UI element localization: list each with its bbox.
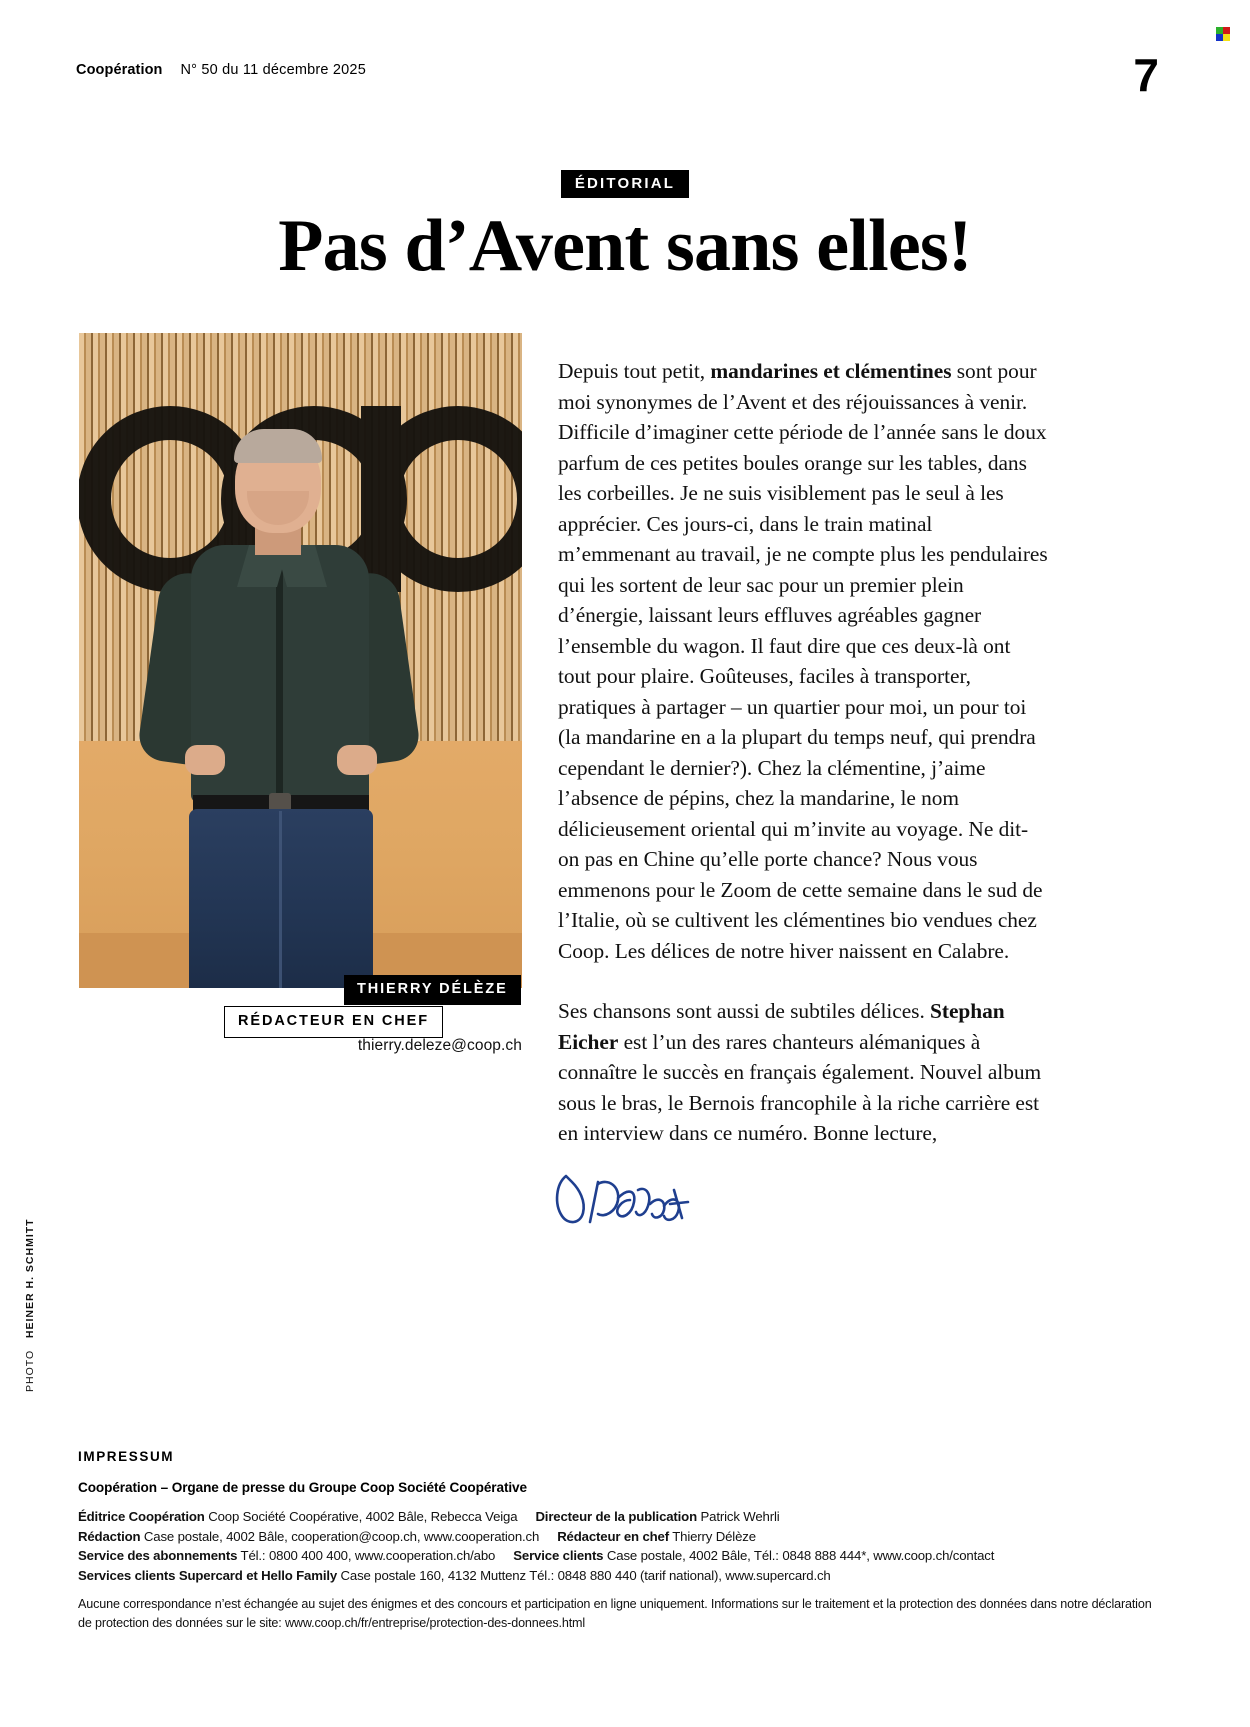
impressum-field-value: Case postale 160, 4132 Muttenz Tél.: 0848 880 440 (tarif national), www.supercard.ch <box>337 1567 831 1583</box>
paragraph-2-rest: est l’un des rares chanteurs alémaniques à connaître le succès en français également. Nouvel album sous le bras, le Bernois francophile à la riche carrière est en interview dans ce numéro. Bonne lecture, <box>558 1029 1042 1145</box>
issue-reference: N° 50 du 11 décembre 2025 <box>180 62 366 78</box>
photo-credit-label: PHOTO <box>24 1349 36 1392</box>
article-paragraph-1 <box>558 356 1048 966</box>
photo-credit <box>24 1218 36 1392</box>
impressum-field-label: Rédaction <box>78 1528 141 1544</box>
paragraph-1-lead: Depuis tout petit, <box>558 359 711 383</box>
impressum-field-label: Service des abonnements <box>78 1548 238 1563</box>
section-kicker: ÉDITORIAL <box>561 170 689 198</box>
impressum-field-label: Services clients Supercard et Hello Family <box>78 1567 338 1583</box>
impressum-line <box>78 1527 1168 1547</box>
page-header <box>76 62 366 78</box>
impressum-field-value: Thierry Délèze <box>668 1528 756 1544</box>
impressum-note: Aucune correspondance n’est échangée au sujet des énigmes et des concours et participation en ligne uniquement. Informations sur le traitement et la protection des données dans notre déclaration de protection des données sur le site: www.coop.ch/fr/entreprise/protection-des-donnees.html <box>78 1597 1152 1630</box>
impressum-field-label: Service clients <box>513 1548 604 1563</box>
impressum-line <box>78 1566 1168 1586</box>
impressum-block <box>78 1449 1168 1633</box>
reg-swatch-green <box>1216 27 1223 34</box>
kicker-container <box>0 170 1250 198</box>
impressum-lines <box>78 1507 1168 1585</box>
page-number: 7 <box>1133 49 1158 101</box>
jeans-seam <box>279 811 282 988</box>
impressum-lead: Coopération – Organe de presse du Groupe Coop Société Coopérative <box>78 1480 527 1495</box>
article-paragraph-2 <box>558 996 1048 1149</box>
impressum-line <box>78 1507 1168 1527</box>
impressum-field-value: Patrick Wehrli <box>697 1509 780 1524</box>
impressum-field-value: Case postale, 4002 Bâle, cooperation@coop.ch, www.cooperation.ch <box>140 1528 540 1544</box>
caption-email[interactable]: thierry.deleze@coop.ch <box>357 1037 522 1054</box>
impressum-field-value: Tél.: 0800 400 400, www.cooperation.ch/abo <box>237 1548 496 1563</box>
photo-credit-name: HEINER H. SCHMITT <box>24 1218 36 1339</box>
hair <box>234 429 322 463</box>
editor-portrait <box>79 333 522 988</box>
portrait-image <box>79 333 522 988</box>
paragraph-2-bold: Stephan Eicher <box>558 999 1005 1054</box>
page-title: Pas d’Avent sans elles! <box>278 205 972 287</box>
paragraph-2-lead: Ses chansons sont aussi de subtiles délices. <box>558 999 931 1023</box>
handwritten-signature <box>552 1160 742 1250</box>
impressum-title: IMPRESSUM <box>78 1449 175 1464</box>
impressum-field-label: Éditrice Coopération <box>78 1509 205 1524</box>
impressum-field-label: Rédacteur en chef <box>557 1528 669 1544</box>
paragraph-1-rest: sont pour moi synonymes de l’Avent et des réjouissances à venir. Difficile d’imaginer cette période de l’année sans le doux parfum de ces petites boules orange sur les tables, dans les corbeilles. Je ne suis visiblement pas le seul à les apprécier. Ces jours-ci, dans le train matinal m’emmenant au travail, je ne compte plus les pendulaires qui les sortent de leur sac pour un premier plein d’énergie, laissant leurs effluves agréables gagner l’ensemble du wagon. Il faut dire que ces deux-là ont tout pour plaire. Goûteuses, faciles à transporter, pratiques à partager – un quartier pour moi, un pour toi (la mandarine en a la plupart du temps neuf, qui prendra cependant le dernier?). Chez la clémentine, j’aime l’absence de pépins, chez la mandarine, le nom délicieusement oriental qui m’invite au voyage. Ne dit-on pas en Chine qu’elle porte chance? Nous vous emmenons pour le Zoom de cette semaine dans le sud de l’Italie, où se cultivent les clémentines bio vendues chez Coop. Les délices de notre hiver naissent en Calabre. <box>558 359 1048 963</box>
masthead-title: Coopération <box>76 62 163 78</box>
reg-swatch-blue <box>1216 34 1223 41</box>
caption-name-badge: THIERRY DÉLÈZE <box>344 975 521 1005</box>
reg-swatch-red <box>1223 27 1230 34</box>
registration-color-mark-icon <box>1216 27 1230 41</box>
person-figure <box>131 433 431 988</box>
left-hand <box>185 745 225 775</box>
reg-swatch-yellow <box>1223 34 1230 41</box>
impressum-field-value: Case postale, 4002 Bâle, Tél.: 0848 888 444*, www.coop.ch/contact <box>603 1548 995 1563</box>
right-hand <box>337 745 377 775</box>
impressum-field-label: Directeur de la publication <box>535 1509 697 1524</box>
shirt-placket <box>276 559 283 795</box>
paragraph-1-bold: mandarines et clémentines <box>710 359 952 383</box>
caption-role-badge: RÉDACTEUR EN CHEF <box>224 1006 443 1038</box>
impressum-field-value: Coop Société Coopérative, 4002 Bâle, Rebecca Veiga <box>204 1509 518 1524</box>
article-body <box>558 356 1048 1149</box>
impressum-line <box>78 1546 1168 1566</box>
